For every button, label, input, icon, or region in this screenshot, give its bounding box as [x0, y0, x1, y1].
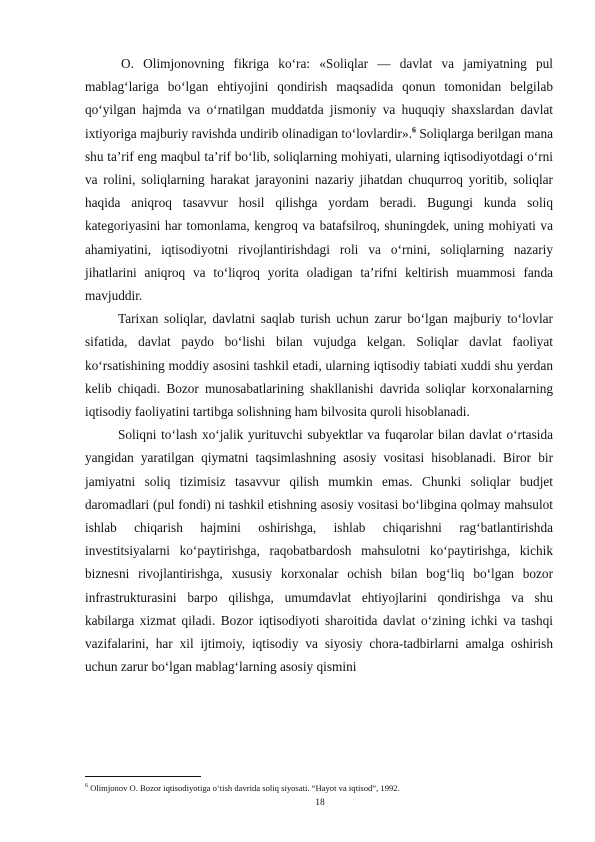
footnote-reference[interactable]: 6 [411, 125, 416, 135]
paragraph-3: Soliqni to‘lash xo‘jalik yurituvchi subyektlar va fuqarolar bilan davlat o‘rtasida yangidan yaratilgan qiymatni taqsimlashning asosiy vositasi hisoblanadi. Biror bir jamiyatni soliq tizimisiz tasavvur qilish mumkin emas. Chunki soliqlar budjet daromadlari (pul fondi) ni tashkil etishning asosiy vositasi bo‘libgina qolmay mahsulot ishlab chiqarish hajmini oshirishga, ishlab chiqarishni rag‘batlantirishda investitsiyalarni ko‘paytirishga, raqobatbardosh mahsulotni ko‘paytirishga, kichik biznesni rivojlantirishga, xususiy korxonalar ochish bilan bog‘liq bo‘lgan bozor infrastrukturasini barpo qilishga, umumdavlat ehtiyojlarini qondirishga va shu kabilarga xizmat qiladi. Bozor iqtisodiyoti sharoitida davlat o‘zining ichki va tashqi vazifalarini, har xil ijtimoiy, iqtisodiy va siyosiy chora-tadbirlarni amalga oshirish uchun zarur bo‘lgan mablag‘larning asosiy qismini [85, 427, 553, 675]
page-number: 18 [315, 798, 325, 808]
paragraph-1-continuation: Soliqlarga berilgan mana shu ta’rif eng maqbul ta’rif bo‘lib, soliqlarning mohiyati, ularning iqtisodiyotdagi o‘rni va rolini, soliqlarning harakat jarayonini nazariy jihatdan chuqurroq yoritib, soliqlar haqida aniqroq tasavvur hosil qilishga yordam beradi. Bugungi kunda soliq kategoriyasini har tomonlama, kengroq va batafsilroq, shuningdek, uning mohiyati va ahamiyatini, iqtisodiyotni rivojlantirishdagi roli va o‘rnini, soliqlarning nazariy jihatlarini aniqroq va to‘liqroq yorita oladigan ta’rifni keltirish muammosi fanda mavjuddir. [85, 125, 553, 304]
footnote-marker: 6 [85, 783, 88, 790]
footnote-text: Olimjonov O. Bozor iqtisodiyotiga o‘tish davrida soliq siyosati. “Hayot va iqtisod”, 1992. [88, 783, 400, 793]
footnote-separator [85, 776, 201, 777]
page-body [85, 52, 553, 678]
paragraph-1-quote: O. Olimjonovning fikriga ko‘ra: «Soliqlar — davlat va jamiyatning pul mablag‘lariga bo‘lgan ehtiyojini qondirish maqsadida qonun tomonidan belgilab qo‘yilgan hajmda va o‘rnatilgan muddatda jismoniy va huquqiy shaxslardan davlat ixtiyoriga majburiy ravishda undirib olinadigan to‘lovlardir». [85, 56, 553, 141]
paragraph-2: Tarixan soliqlar, davlatni saqlab turish uchun zarur bo‘lgan majburiy to‘lovlar sifatida, davlat paydo bo‘lishi bilan vujudga kelgan. Soliqlar davlat faoliyat ko‘rsatishining moddiy asosini tashkil etadi, ularning iqtisodiy tabiati xuddi shu yerdan kelib chiqadi. Bozor munosabatlarining shakllanishi davrida soliqlar korxonalarning iqtisodiy faoliyatini tartibga solishning ham bilvosita quroli hisoblanadi. [85, 311, 553, 420]
paragraph-1 [85, 52, 553, 307]
footnote [85, 782, 555, 794]
